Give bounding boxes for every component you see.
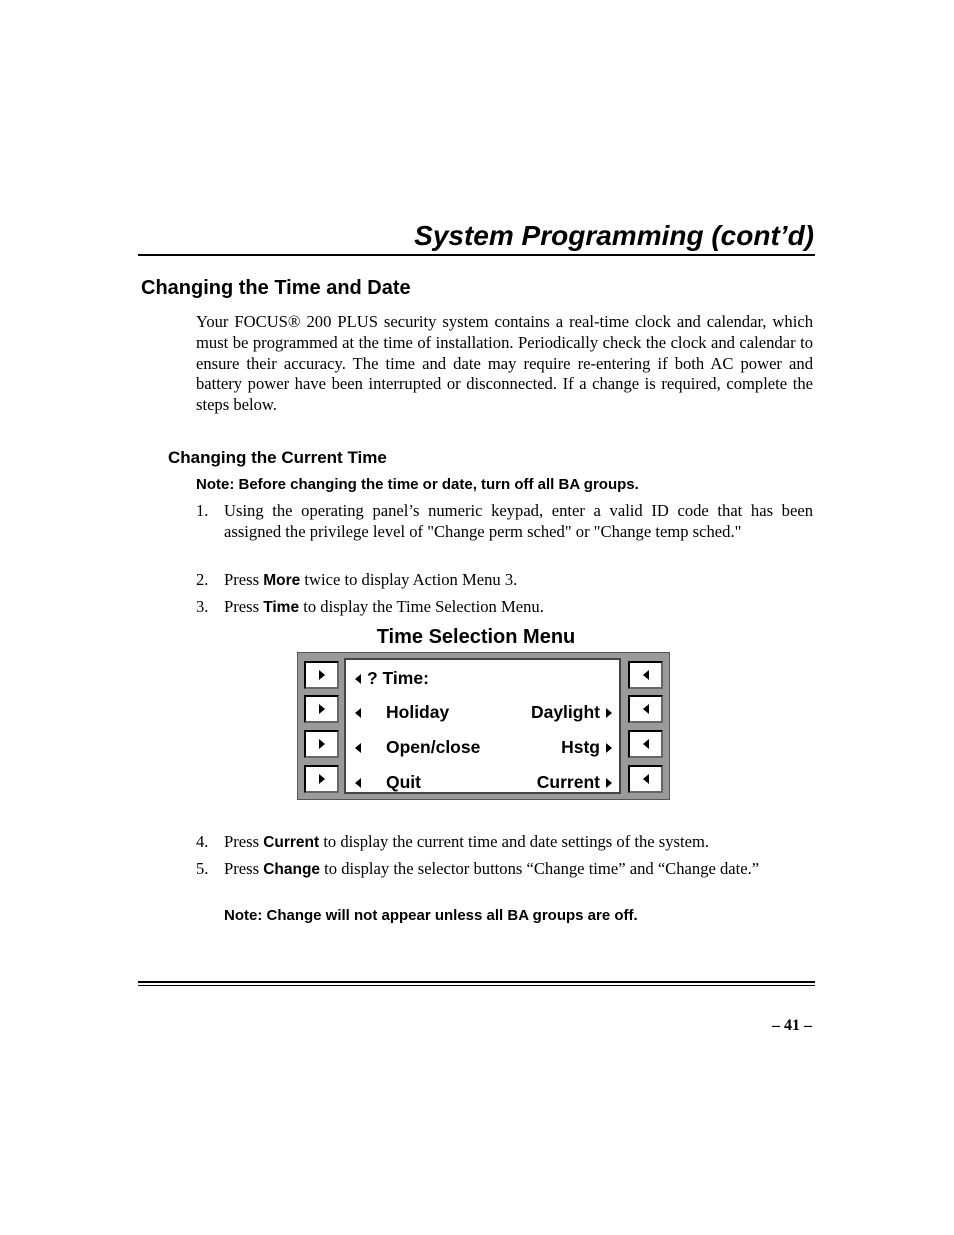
step-2: 2. Press More twice to display Action Menu 3. <box>196 570 518 589</box>
arrow-right-icon <box>319 704 325 714</box>
menu-item-time: ? Time: <box>367 668 429 688</box>
menu-item-daylight: Daylight <box>530 702 600 722</box>
left-select-button-4[interactable] <box>304 765 339 793</box>
arrow-left-icon <box>355 708 361 718</box>
subsection-heading: Changing the Current Time <box>168 448 387 467</box>
key-more: More <box>263 572 301 589</box>
menu-item-holiday: Holiday <box>386 702 450 722</box>
left-select-button-2[interactable] <box>304 695 339 723</box>
key-current: Current <box>263 834 320 851</box>
key-change: Change <box>263 861 321 878</box>
arrow-right-icon <box>319 739 325 749</box>
arrow-left-icon <box>355 778 361 788</box>
step-text: Using the operating panel’s numeric keypad, enter a valid ID code that has been assigned the privilege level of "Change perm sched" or "Change temp sched." <box>224 501 813 541</box>
note-ba-groups: Note: Before changing the time or date, turn off all BA groups. <box>196 476 639 493</box>
footer-rule-thin <box>138 985 815 986</box>
left-select-button-1[interactable] <box>304 661 339 689</box>
arrow-right-icon <box>319 774 325 784</box>
arrow-right-icon <box>606 743 612 753</box>
menu-item-current: Current <box>536 772 600 792</box>
arrow-right-icon <box>606 708 612 718</box>
left-select-button-3[interactable] <box>304 730 339 758</box>
step-number: 3. <box>196 597 209 616</box>
menu-screen <box>344 658 621 794</box>
right-select-button-4[interactable] <box>628 765 663 793</box>
menu-row-openclose <box>346 730 619 764</box>
step-3: 3. Press Time to display the Time Selection Menu. <box>196 597 544 616</box>
menu-item-open-close: Open/close <box>386 737 481 757</box>
menu-item-hstg: Hstg <box>561 737 600 757</box>
step-number: 5. <box>196 859 209 878</box>
step-1 <box>196 500 813 542</box>
menu-row-time <box>346 661 619 695</box>
arrow-left-icon <box>643 739 649 749</box>
arrow-right-icon <box>606 778 612 788</box>
step-5: 5. Press Change to display the selector buttons “Change time” and “Change date.” <box>196 859 760 878</box>
menu-row-quit <box>346 765 619 799</box>
menu-row-holiday <box>346 695 619 729</box>
step-number: 4. <box>196 832 209 851</box>
footer-rule <box>138 981 815 983</box>
step-number: 1. <box>196 501 209 520</box>
arrow-left-icon <box>643 670 649 680</box>
arrow-left-icon <box>355 743 361 753</box>
intro-paragraph: Your FOCUS® 200 PLUS security system contains a real-time clock and calendar, which must be programmed at the time of installation. Periodically check the clock and calendar to ensure their accuracy. The time and date may require re-entering if both AC power and battery power have been interrupted or disconnected. If a change is required, complete the steps below. <box>196 312 813 415</box>
right-select-button-3[interactable] <box>628 730 663 758</box>
arrow-right-icon <box>319 670 325 680</box>
step-4: 4. Press Current to display the current time and date settings of the system. <box>196 832 710 851</box>
time-selection-panel <box>297 652 670 800</box>
arrow-left-icon <box>355 674 361 684</box>
menu-item-quit: Quit <box>386 772 421 792</box>
step-number: 2. <box>196 570 209 589</box>
menu-title: Time Selection Menu <box>376 626 576 648</box>
arrow-left-icon <box>643 774 649 784</box>
right-select-button-1[interactable] <box>628 661 663 689</box>
title-rule <box>138 254 815 256</box>
arrow-left-icon <box>643 704 649 714</box>
section-heading: Changing the Time and Date <box>141 277 411 299</box>
key-time: Time <box>263 599 300 616</box>
right-select-button-2[interactable] <box>628 695 663 723</box>
note-change: Note: Change will not appear unless all BA groups are off. <box>224 907 638 924</box>
page-number: – 41 – <box>772 1017 812 1034</box>
page-title: System Programming (cont’d) <box>414 220 814 251</box>
